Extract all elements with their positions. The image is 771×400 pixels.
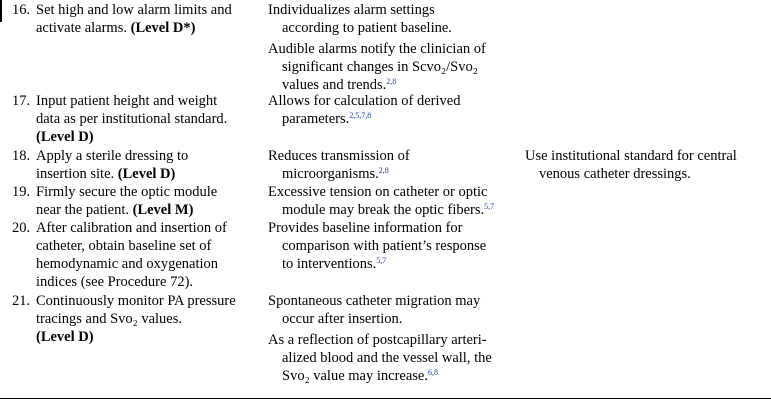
rationale-line: Spontaneous catheter migration may — [268, 293, 481, 309]
reference-superscript: 2,8 — [386, 77, 397, 87]
step-text: After calibration and insertion of — [36, 220, 227, 236]
evidence-level: (Level D) — [36, 329, 94, 346]
rationale-para — [268, 40, 518, 94]
step-number: 19. — [12, 184, 31, 200]
step-number: 17. — [12, 93, 31, 109]
step-number: 20. — [12, 220, 31, 236]
evidence-level: (Level D) — [36, 129, 94, 146]
special-considerations-cell — [525, 147, 765, 183]
rationale-cell — [268, 92, 518, 128]
rationale-para — [268, 331, 518, 385]
reference-superscript: 2,5,7,8 — [349, 111, 372, 121]
rationale-line: microorganisms. — [282, 166, 379, 183]
rationale-para — [268, 292, 518, 328]
step-text: hemodynamic and oxygenation — [36, 256, 219, 273]
rationale-line: comparison with patient’s response — [282, 238, 487, 255]
rationale-line: values and trends. — [282, 77, 387, 94]
step-cell — [12, 92, 262, 146]
rationale-line: Individualizes alarm settings — [268, 2, 435, 18]
rationale-line: Provides baseline information for — [268, 220, 463, 236]
rationale-line: according to patient baseline. — [282, 20, 452, 37]
reference-superscript: 5,7 — [376, 256, 387, 266]
step-text: insertion site. — [36, 166, 115, 183]
rationale-line: to interventions. — [282, 256, 377, 273]
step-cell — [12, 219, 262, 291]
step-text: Firmly secure the optic module — [36, 184, 218, 200]
step-cell — [12, 292, 262, 346]
rationale-cell — [268, 292, 518, 385]
evidence-level: (Level M) — [132, 202, 194, 219]
rationale-cell — [268, 147, 518, 183]
table-left-rule — [0, 0, 2, 22]
step-text: Continuously monitor PA pressure — [36, 293, 236, 309]
rationale-line: module may break the optic fibers. — [282, 202, 485, 219]
reference-superscript: 6,8 — [427, 368, 438, 378]
step-text: indices (see Procedure 72). — [36, 274, 194, 291]
note-line: venous catheter dressings. — [539, 166, 691, 183]
rationale-para — [268, 1, 518, 37]
rationale-line: As a reflection of postcapillary arteri- — [268, 332, 487, 349]
step-number: 18. — [12, 148, 31, 164]
step-cell — [12, 183, 262, 219]
rationale-line: alized blood and the vessel wall, the — [282, 350, 492, 367]
rationale-line: Reduces transmission of — [268, 148, 410, 164]
step-number: 21. — [12, 293, 31, 309]
evidence-level: (Level D*) — [130, 20, 196, 37]
step-text: Apply a sterile dressing to — [36, 148, 189, 164]
rationale-line: Allows for calculation of derived — [268, 93, 461, 109]
step-text: data as per institutional standard. — [36, 111, 228, 128]
reference-superscript: 5,7 — [484, 202, 495, 212]
rationale-line: parameters. — [282, 111, 350, 128]
rationale-cell — [268, 183, 518, 219]
step-text: Input patient height and weight — [36, 93, 218, 109]
step-text: tracings and Svo₂ values. — [36, 311, 182, 328]
rationale-cell — [268, 219, 518, 273]
rationale-line: Excessive tension on catheter or optic — [268, 184, 488, 200]
step-cell — [12, 1, 262, 37]
evidence-level: (Level D) — [117, 166, 176, 183]
rationale-line: occur after insertion. — [282, 311, 403, 328]
rationale-line: significant changes in Scvo₂/Svo₂ — [282, 59, 478, 76]
step-text: Set high and low alarm limits and — [36, 2, 232, 18]
step-text: activate alarms. — [36, 20, 127, 37]
step-text: near the patient. — [36, 202, 129, 219]
reference-superscript: 2,8 — [378, 166, 389, 176]
note-line: Use institutional standard for central — [525, 148, 737, 164]
rationale-cell — [268, 1, 518, 94]
step-cell — [12, 147, 262, 183]
step-text: catheter, obtain baseline set of — [36, 238, 212, 255]
rationale-line: Svo₂ value may increase. — [282, 368, 428, 385]
table-bottom-rule — [0, 398, 771, 399]
step-number: 16. — [12, 2, 31, 18]
rationale-line: Audible alarms notify the clinician of — [268, 41, 486, 58]
